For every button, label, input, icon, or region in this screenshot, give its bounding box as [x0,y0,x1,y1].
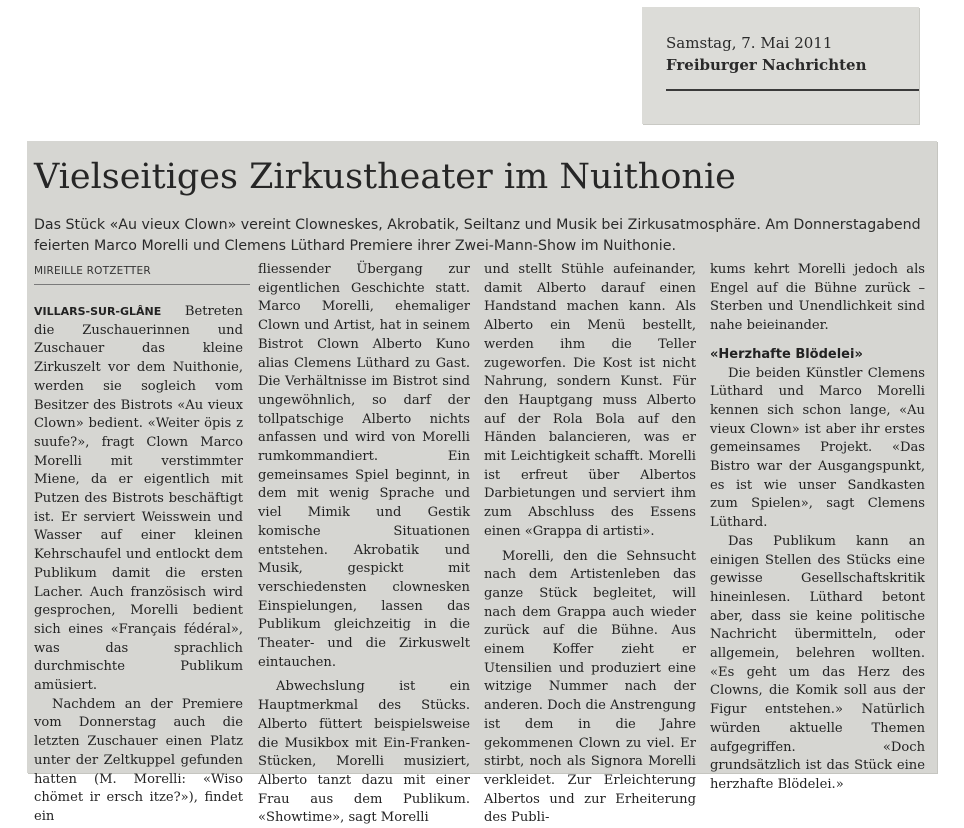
article-subheading: «Herzhafte Blödelei» [710,346,863,362]
header-rule [666,89,919,91]
paragraph: kums kehrt Morelli jedoch als Engel auf die Bühne zurück – Sterben und Unendlichkeit sind nahe beieinander. [710,262,925,334]
paragraph: Abwechslung ist ein Hauptmerkmal des Stücks. Alberto füttert beispielsweise die Musikbox mit Ein-Franken-Stücken, Morelli musiziert, Alberto tanzt dazu mit einer Frau aus dem Publikum. «Showtime», sagt Morelli [258,679,470,826]
paragraph: Morelli, den die Sehnsucht nach dem Artistenleben das ganze Stück begleitet, will nach dem Grappa auch wieder zurück auf die Bühne. Aus einem Koffer zieht er Utensilien und produziert eine witzige Nummer nach der anderen. Doch die Anstrengung ist dem in die Jahre gekommenen Clown zu viel. Er stirbt, noch als Signora Morelli verkleidet. Zur Erleichterung Albertos und zur Erheiterung des Publi- [484,548,696,826]
article-clipping [27,141,937,826]
article-lead: Das Stück «Au vieux Clown» vereint Clowneskes, Akrobatik, Seiltanz und Musik bei Zirkusatmosphäre. Am Donnerstagabend feierten Marco Morelli und Clemens Lüthard Premiere ihrer Zwei-Mann-Show im Nuithonie. [34,217,921,254]
date-clipping [642,7,919,124]
article-column-2 [258,261,470,828]
paragraph-text: Betreten die Zuschauerinnen und Zuschauer das kleine Zirkuszelt vor dem Nuithonie, werden sie sogleich vom Besitzer des Bistrots «Au vieux Clown» bedient. «Weiter öpis z suufe?», fragt Clown Marco Morelli mit verstimmter Miene, da er eigentlich mit Putzen des Bistrots beschäftigt ist. Er serviert Weisswein und Wasser auf einer kleinen Kehrschaufel und entlockt dem Publikum damit die ersten Lacher. Auch französisch wird gesprochen, Morelli bedient sich eines «Français fédéral», was das sprachlich durchmischte Publikum amüsiert. [34,304,243,694]
article-byline: MIREILLE ROTZETTER [34,265,151,277]
newspaper-name: Freiburger Nachrichten [666,56,867,74]
paragraph: Das Publikum kann an einigen Stellen des Stücks eine gewisse Gesellschaftskritik hineinlesen. Lüthard betont aber, dass sie keine politische Nachricht übermitteln, oder allgemein, belehren wollten. «Es geht um das Herz des Clowns, die Komik soll aus der Figur entstehen.» Natürlich würden aktuelle Themen aufgegriffen. «Doch grundsätzlich ist das Stück eine herzhafte Blödelei.» [710,533,925,792]
article-dateline: VILLARS-SUR-GLÂNE [34,305,162,318]
paragraph [34,303,243,696]
article-column-3 [484,261,696,828]
paragraph: Nachdem an der Premiere vom Donnerstag auch die letzten Zuschauer einen Platz unter der Zeltkuppel gefunden hatten (M. Morelli: «Wiso chömet ir ersch itze?»), findet ein [34,696,243,824]
article-column-1 [34,303,243,827]
article-column-4 [710,261,925,795]
paragraph: fliessender Übergang zur eigentlichen Geschichte statt. Marco Morelli, ehemaliger Clown und Artist, hat in seinem Bistrot Clown Alberto Kuno alias Clemens Lüthard zu Gast. Die Verhältnisse im Bistrot sind ungewöhnlich, so darf der tollpatschige Alberto nichts anfassen und wird von Morelli rumkommandiert. Ein gemeinsames Spiel beginnt, in dem mit wenig Sprache und viel Mimik und Gestik komische Situationen entstehen. Akrobatik und Musik, gespickt mit verschiedensten clownesken Einspielungen, lassen das Publikum gleichzeitig in die Theater- und die Zirkuswelt eintauchen. [258,262,470,670]
paragraph: Die beiden Künstler Clemens Lüthard und Marco Morelli kennen sich schon lange, «Au vieux Clown» ist aber ihr erstes gemeinsames Projekt. «Das Bistro war der Ausgangspunkt, es ist wie unser Sandkasten zum Spielen», sagt Clemens Lüthard. [710,365,925,531]
byline-divider [34,284,250,285]
paragraph: und stellt Stühle aufeinander, damit Alberto darauf einen Handstand machen kann. Als Alberto ein Menü bestellt, werden ihm die Teller zugeworfen. Die Kost ist nicht Nahrung, sondern Kunst. Für den Hauptgang muss Alberto auf der Rola Bola auf den Händen balancieren, was er mit Leichtigkeit schafft. Morelli ist erfreut über Albertos Darbietungen und serviert ihm zum Abschluss des Essens einen «Grappa di artisti». [484,262,696,539]
publication-date: Samstag, 7. Mai 2011 [666,34,833,52]
article-headline: Vielseitiges Zirkustheater im Nuithonie [34,157,736,197]
